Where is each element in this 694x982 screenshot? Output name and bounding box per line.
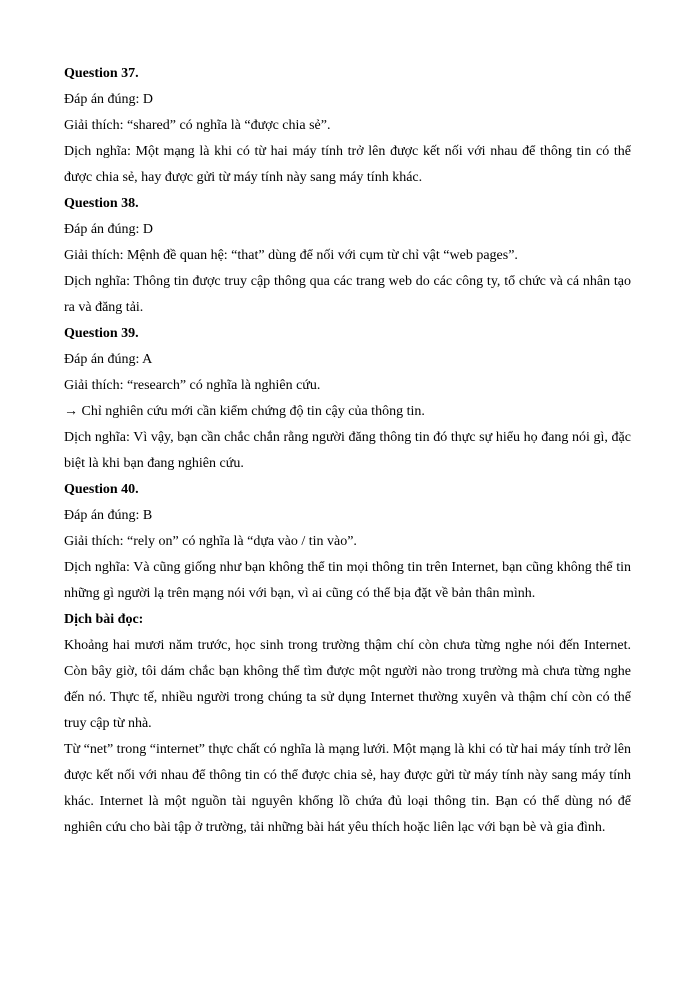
question-block-40 xyxy=(64,477,631,607)
explanation-line: Giải thích: “rely on” có nghĩa là “dựa vào / tin vào”. xyxy=(64,534,357,549)
question-block-39 xyxy=(64,321,631,477)
translation-paragraph: Dịch nghĩa: Vì vậy, bạn cần chắc chắn rằng người đăng thông tin đó thực sự hiểu họ đang nói gì, đặc biệt là khi bạn đang nghiên cứu. xyxy=(64,430,631,471)
reading-translation-heading: Dịch bài đọc: xyxy=(64,612,144,627)
arrow-note-line: → Chỉ nghiên cứu mới cần kiểm chứng độ tin cậy của thông tin. xyxy=(64,404,425,419)
translation-paragraph: Dịch nghĩa: Một mạng là khi có từ hai máy tính trở lên được kết nối với nhau để thông tin có thể được chia sẻ, hay được gửi từ máy tính này sang máy tính khác. xyxy=(64,144,631,185)
answer-line: Đáp án đúng: D xyxy=(64,222,154,237)
reading-paragraph: Từ “net” trong “internet” thực chất có nghĩa là mạng lưới. Một mạng là khi có từ hai máy tính trở lên được kết nối với nhau để thông tin có thể được chia sẻ, hay được gửi từ máy tính này sang máy tính khác. Internet là một nguồn tài nguyên khổng lồ chứa đủ loại thông tin. Bạn có thể dùng nó để nghiên cứu cho bài tập ở trường, tải những bài hát yêu thích hoặc liên lạc với bạn bè và gia đình. xyxy=(64,742,631,835)
answer-line: Đáp án đúng: D xyxy=(64,92,154,107)
translation-paragraph: Dịch nghĩa: Thông tin được truy cập thông qua các trang web do các công ty, tổ chức và cá nhân tạo ra và đăng tải. xyxy=(64,274,631,315)
question-heading: Question 40. xyxy=(64,482,139,497)
translation-paragraph: Dịch nghĩa: Và cũng giống như bạn không thể tin mọi thông tin trên Internet, bạn cũng không thể tin những gì người lạ trên mạng nói với bạn, vì ai cũng có thể bịa đặt về bản thân mình. xyxy=(64,560,631,601)
question-block-37 xyxy=(64,61,631,191)
explanation-line: Giải thích: “shared” có nghĩa là “được chia sẻ”. xyxy=(64,118,331,133)
question-heading: Question 38. xyxy=(64,196,139,211)
answer-line: Đáp án đúng: B xyxy=(64,508,153,523)
answer-line: Đáp án đúng: A xyxy=(64,352,153,367)
question-heading: Question 39. xyxy=(64,326,139,341)
explanation-line: Giải thích: “research” có nghĩa là nghiên cứu. xyxy=(64,378,321,393)
explanation-line: Giải thích: Mệnh đề quan hệ: “that” dùng để nối với cụm từ chỉ vật “web pages”. xyxy=(64,248,518,263)
question-block-38 xyxy=(64,191,631,321)
question-heading: Question 37. xyxy=(64,66,139,81)
reading-paragraph: Khoảng hai mươi năm trước, học sinh trong trường thậm chí còn chưa từng nghe nói đến Internet. Còn bây giờ, tôi dám chắc bạn không thể tìm được một người nào trong trường mà chưa từng nghe đến nó. Thực tế, nhiều người trong chúng ta sử dụng Internet thường xuyên và thậm chí còn có thể truy cập từ nhà. xyxy=(64,638,631,731)
reading-translation-block xyxy=(64,607,631,841)
